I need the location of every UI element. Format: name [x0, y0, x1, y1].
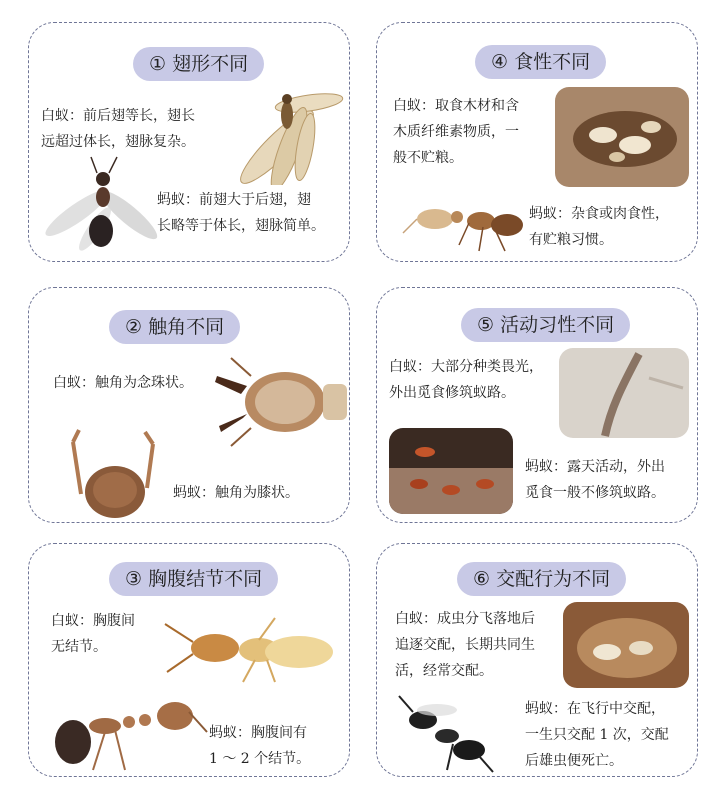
ant-description: 蚂蚁：露天活动，外出 觅食一般不修筑蚁路。: [525, 459, 665, 501]
ant-eating-image: [399, 179, 533, 259]
ant-description: 蚂蚁：杂食或肉食性， 有贮粮习惯。: [529, 206, 669, 248]
termite-description: 白蚁：成虫分飞落地后 追逐交配，长期共同生 活，经常交配。: [395, 611, 535, 679]
termites-in-wood-photo: [555, 87, 689, 187]
mating-ants-image: [393, 690, 497, 776]
termite-description: 白蚁：大部分种类畏光， 外出觅食修筑蚁路。: [389, 359, 543, 401]
termite-couple-photo: [563, 602, 689, 688]
card-waist-nodes: [28, 543, 350, 777]
ant-description: 蚂蚁：胸腹间有 1 ～ 2 个结节。: [209, 725, 311, 767]
card-title: ② 触角不同: [109, 310, 240, 344]
winged-ant-image: [37, 153, 167, 257]
termite-description: 白蚁：胸腹间 无结节。: [51, 613, 135, 655]
winged-termite-image: [219, 85, 347, 185]
termite-description: 白蚁：取食木材和含 木质纤维素物质，一 般不贮粮。: [393, 98, 519, 166]
card-feeding-habits: [376, 22, 698, 262]
card-antennae: [28, 287, 350, 523]
ant-description: 蚂蚁：触角为膝状。: [173, 485, 299, 501]
ant-body-image: [49, 682, 209, 774]
ant-description: 蚂蚁：前翅大于后翅，翅 长略等于体长，翅脉简单。: [157, 192, 325, 234]
ants-on-wood-photo: [389, 428, 513, 514]
termite-description: 白蚁：前后翅等长，翅长 远超过体长，翅脉复杂。: [41, 108, 195, 150]
ant-description: 蚂蚁：在飞行中交配， 一生只交配 1 次，交配 后雄虫便死亡。: [525, 701, 669, 769]
card-activity-habits: [376, 287, 698, 523]
card-title: ④ 食性不同: [475, 45, 606, 79]
card-title: ⑥ 交配行为不同: [457, 562, 626, 596]
termite-body-image: [163, 614, 335, 684]
card-wing-shape: [28, 22, 350, 262]
termite-description: 白蚁：触角为念珠状。: [53, 375, 193, 391]
card-title: ③ 胸腹结节不同: [109, 562, 278, 596]
card-mating-behavior: [376, 543, 698, 777]
termite-tunnel-photo: [559, 348, 689, 438]
ant-head-image: [65, 428, 161, 522]
card-title: ① 翅形不同: [133, 47, 264, 81]
card-title: ⑤ 活动习性不同: [461, 308, 630, 342]
termite-head-image: [211, 356, 349, 448]
